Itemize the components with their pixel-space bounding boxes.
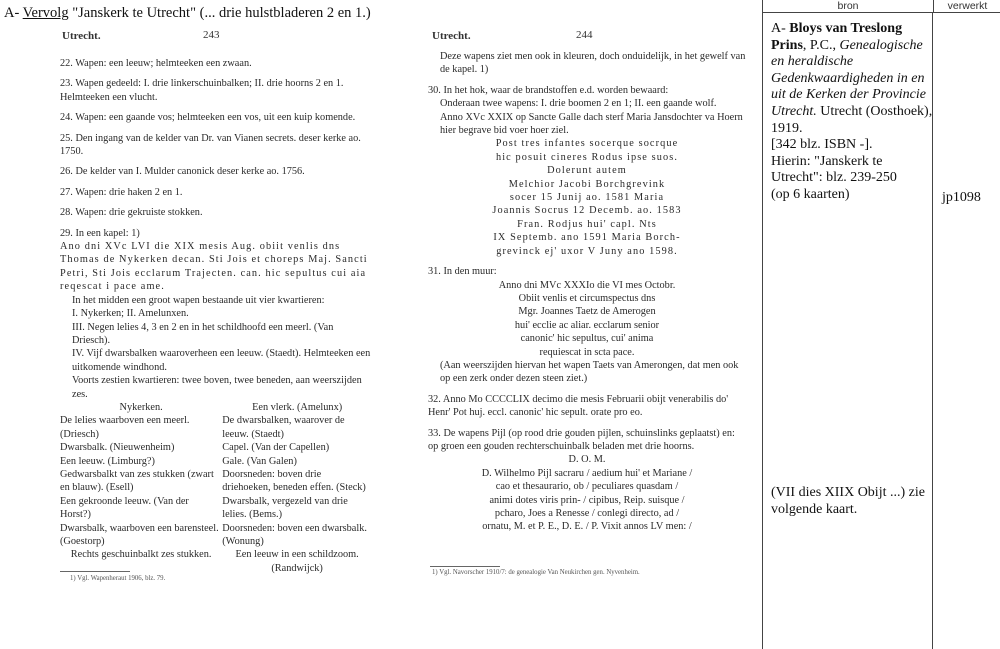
right-page-text: [428, 50, 746, 534]
entry-22: 22. Wapen: een leeuw; helmteeken een zwaan.: [60, 58, 252, 69]
continuation-note: (VII dies XIIX Obijt ...) zie volgende kaart.: [771, 485, 925, 517]
source-cards: (op 6 kaarten): [771, 186, 850, 202]
quarters-row: Dwarsbalk, waarboven een barensteel. (Goestorp) Doorsneden: boven een dwarsbalk. (Wonung): [60, 522, 367, 547]
vervolg-link[interactable]: Vervolg: [22, 5, 69, 21]
footnote-rule-right: [430, 566, 500, 567]
entry-29: 29. In een kapel: 1): [60, 227, 140, 239]
page-number-right: 244: [576, 29, 593, 41]
footnote-left: 1) Vgl. Wapenheraut 1906, blz. 79.: [70, 575, 166, 582]
entry-27: 27. Wapen: drie haken 2 en 1.: [60, 186, 183, 198]
entry-28: 28. Wapen: drie gekruiste stokken.: [60, 207, 203, 219]
source-citation: A- Bloys van Treslong Prins, P.C., Genealogische en heraldische Gedenkwaardigheden in en uit de Kerken der Provincie Utrecht. Utrecht (Oosthoek), 1919. [342 blz. ISBN -]. Hierin: "Janskerk te Utrecht": blz. 239-250 (op 6 kaarten): [771, 21, 933, 202]
column-header-bron: bron: [763, 0, 934, 13]
running-head-left: Utrecht.: [62, 30, 101, 42]
entry-31: 31. In den muur:: [428, 266, 497, 278]
page-number-left: 243: [203, 29, 220, 41]
left-page-text: [60, 50, 372, 575]
epitaph-taetz: Anno dni MVc XXXIo die VI mes Octobr. Obiit venlis et circumspectus dns Mgr. Joannes Taetz de Amerogen hui' ecclie ac aliar. ecclarum senior canonic' hic sepultus, cui' anima requiescat in scta pace.: [498, 279, 676, 358]
entry-26: 26. De kelder van I. Mulder canonick deser kerke ao. 1756.: [60, 166, 305, 178]
quarters-row: Dwarsbalk. (Nieuwenheim) Capel. (Van der Capellen): [60, 442, 330, 454]
entry-30: 30. In het hok, waar de brandstoffen e.d. worden bewaard:: [428, 84, 669, 96]
source-herin: Hierin: "Janskerk te Utrecht": blz. 239-250: [771, 153, 897, 186]
footnote-right: 1) Vgl. Navorscher 1910/7: de genealogie Van Neukirchen gen. Nyvenheim.: [432, 569, 640, 576]
footnote-rule-left: [60, 571, 130, 572]
quarters-row: Een gekroonde leeuw. (Van der Horst?) Dwarsbalk, vergezeld van drie lelies. (Bems.): [60, 495, 348, 521]
quarter-3: III. Negen lelies 4, 3 en 2 en in het schildhoofd een meerl. (Van Driesch).: [72, 321, 334, 346]
page-title: A- Vervolg "Janskerk te Utrecht" (... drie hulstbladeren 2 en 1.): [4, 5, 371, 21]
entry-25: 25. Den ingang van de kelder van Dr. van Vianen secrets. deser kerke ao. 1750.: [60, 132, 361, 158]
jansdochter-inscription: Anno XVc XXIX op Sancte Galle dach sterf Maria Jansdochter va Hoern hier begrave bid voer hoer ziel.: [440, 111, 743, 137]
two-wapens: Onderaan twee wapens: I. drie boomen 2 en 1; II. een gaande wolf.: [440, 98, 717, 110]
epitaph-borchgrevink: Post tres infantes socerque socrque hic posuit cineres Rodus ipse suos. Dolerunt autem Melchior Jacobi Borchgrevink socer 15 Junij ao. 1581 Maria Joannis Socrus 12 Decemb. ao. 1583 Fran. Rodjus hui' capl. Nts IX Septemb. ano 1591 Maria Borch- grevinck ej' uxor V Juny ano 1598.: [492, 138, 682, 257]
wapen-description: In het midden een groot wapen bestaande uit vier kwartieren:: [72, 294, 325, 306]
quarter-1-2: I. Nykerken; II. Amelunxen.: [72, 308, 189, 320]
kapel-note: Deze wapens ziet men ook in kleuren, doch onduidelijk, in het gewelf van de kapel. 1): [440, 51, 746, 76]
entry-23: 23. Wapen gedeeld: I. drie linkerschuinbalken; II. drie hoorns 2 en 1. Helmteeken een vlucht.: [60, 78, 344, 103]
quarters-row: Rechts geschuinbalkt zes stukken. Een leeuw in een schildzoom. (Randwijck): [70, 549, 359, 574]
entry-24: 24. Wapen: een gaande vos; helmteeken een vos, uit een kuip komende.: [60, 112, 356, 124]
source-isbn: [342 blz. ISBN -].: [771, 137, 873, 153]
epitaph-pijl: D. O. M. D. Wilhelmo Pijl sacraru / aedium hui' et Mariane / cao et thesaurario, ob / peculiares quasdam / animi dotes viris prin- / cipibus, Reip. suisque / pcharo, Joes a Renesse / conlegi directo, ad / ornatu, M. et P. E., D. E. / P. Vixit annos LV men: /: [481, 454, 693, 533]
sixteen-quarters: Voorts zestien kwartieren: twee boven, twee beneden, aan weerszijden zes.: [72, 375, 362, 400]
quarters-row: Nykerken. Een vlerk. (Amelunx): [119, 401, 343, 413]
epitaph-nykerken: Ano dni XVc LVI die XIX mesis Aug. obiit venlis dns Thomas de Nykerken decan. Sti Jois et choreps Maj. Sancti Petri, Sti Jois ecclarum Trajecten. can. hic sepultus cui aia reqescat i pace ame.: [60, 241, 368, 293]
source-author: Bloys van Treslong Prins: [771, 21, 903, 53]
quarters-row: Een leeuw. (Limburg?) Gale. (Van Galen): [60, 455, 297, 467]
quarters-row: De lelies waarboven een meerl. (Driesch) De dwarsbalken, waarover de leeuw. (Staedt): [60, 415, 345, 440]
entry-32: 32. Anno Mo CCCCLIX decimo die mesis Februarii obijt venerabilis do' Henr' Pot huj. eccl. canonic' hic sepult. orate pro eo.: [428, 393, 729, 419]
entry-33: 33. De wapens Pijl (op rood drie gouden pijlen, schuinslinks geplaatst) en: op groen een gouden rechterschuinbalk beladen met drie hoorns.: [428, 427, 735, 452]
quarters-table: [60, 401, 372, 575]
verwerkt-code: jp1098: [942, 190, 981, 205]
running-head-right: Utrecht.: [432, 30, 471, 42]
column-header-verwerkt: verwerkt: [934, 0, 1000, 13]
quarter-4: IV. Vijf dwarsbalken waaroverheen een leeuw. (Staedt). Helmteeken een uitkomende windhond.: [72, 348, 371, 373]
source-title: Genealogische en heraldische Gedenkwaardigheden in en uit de Kerken der Provincie Utrecht.: [771, 37, 926, 119]
quarters-row: Gedwarsbalkt van zes stukken (zwart en blauw). (Esell) Doorsneden: boven drie driehoeken, beneden effen. (Steck): [60, 468, 366, 494]
taets-note: (Aan weerszijden hiervan het wapen Taets van Amerongen, dat men ook op een zerk onder dezen steen ziet.): [440, 359, 739, 385]
